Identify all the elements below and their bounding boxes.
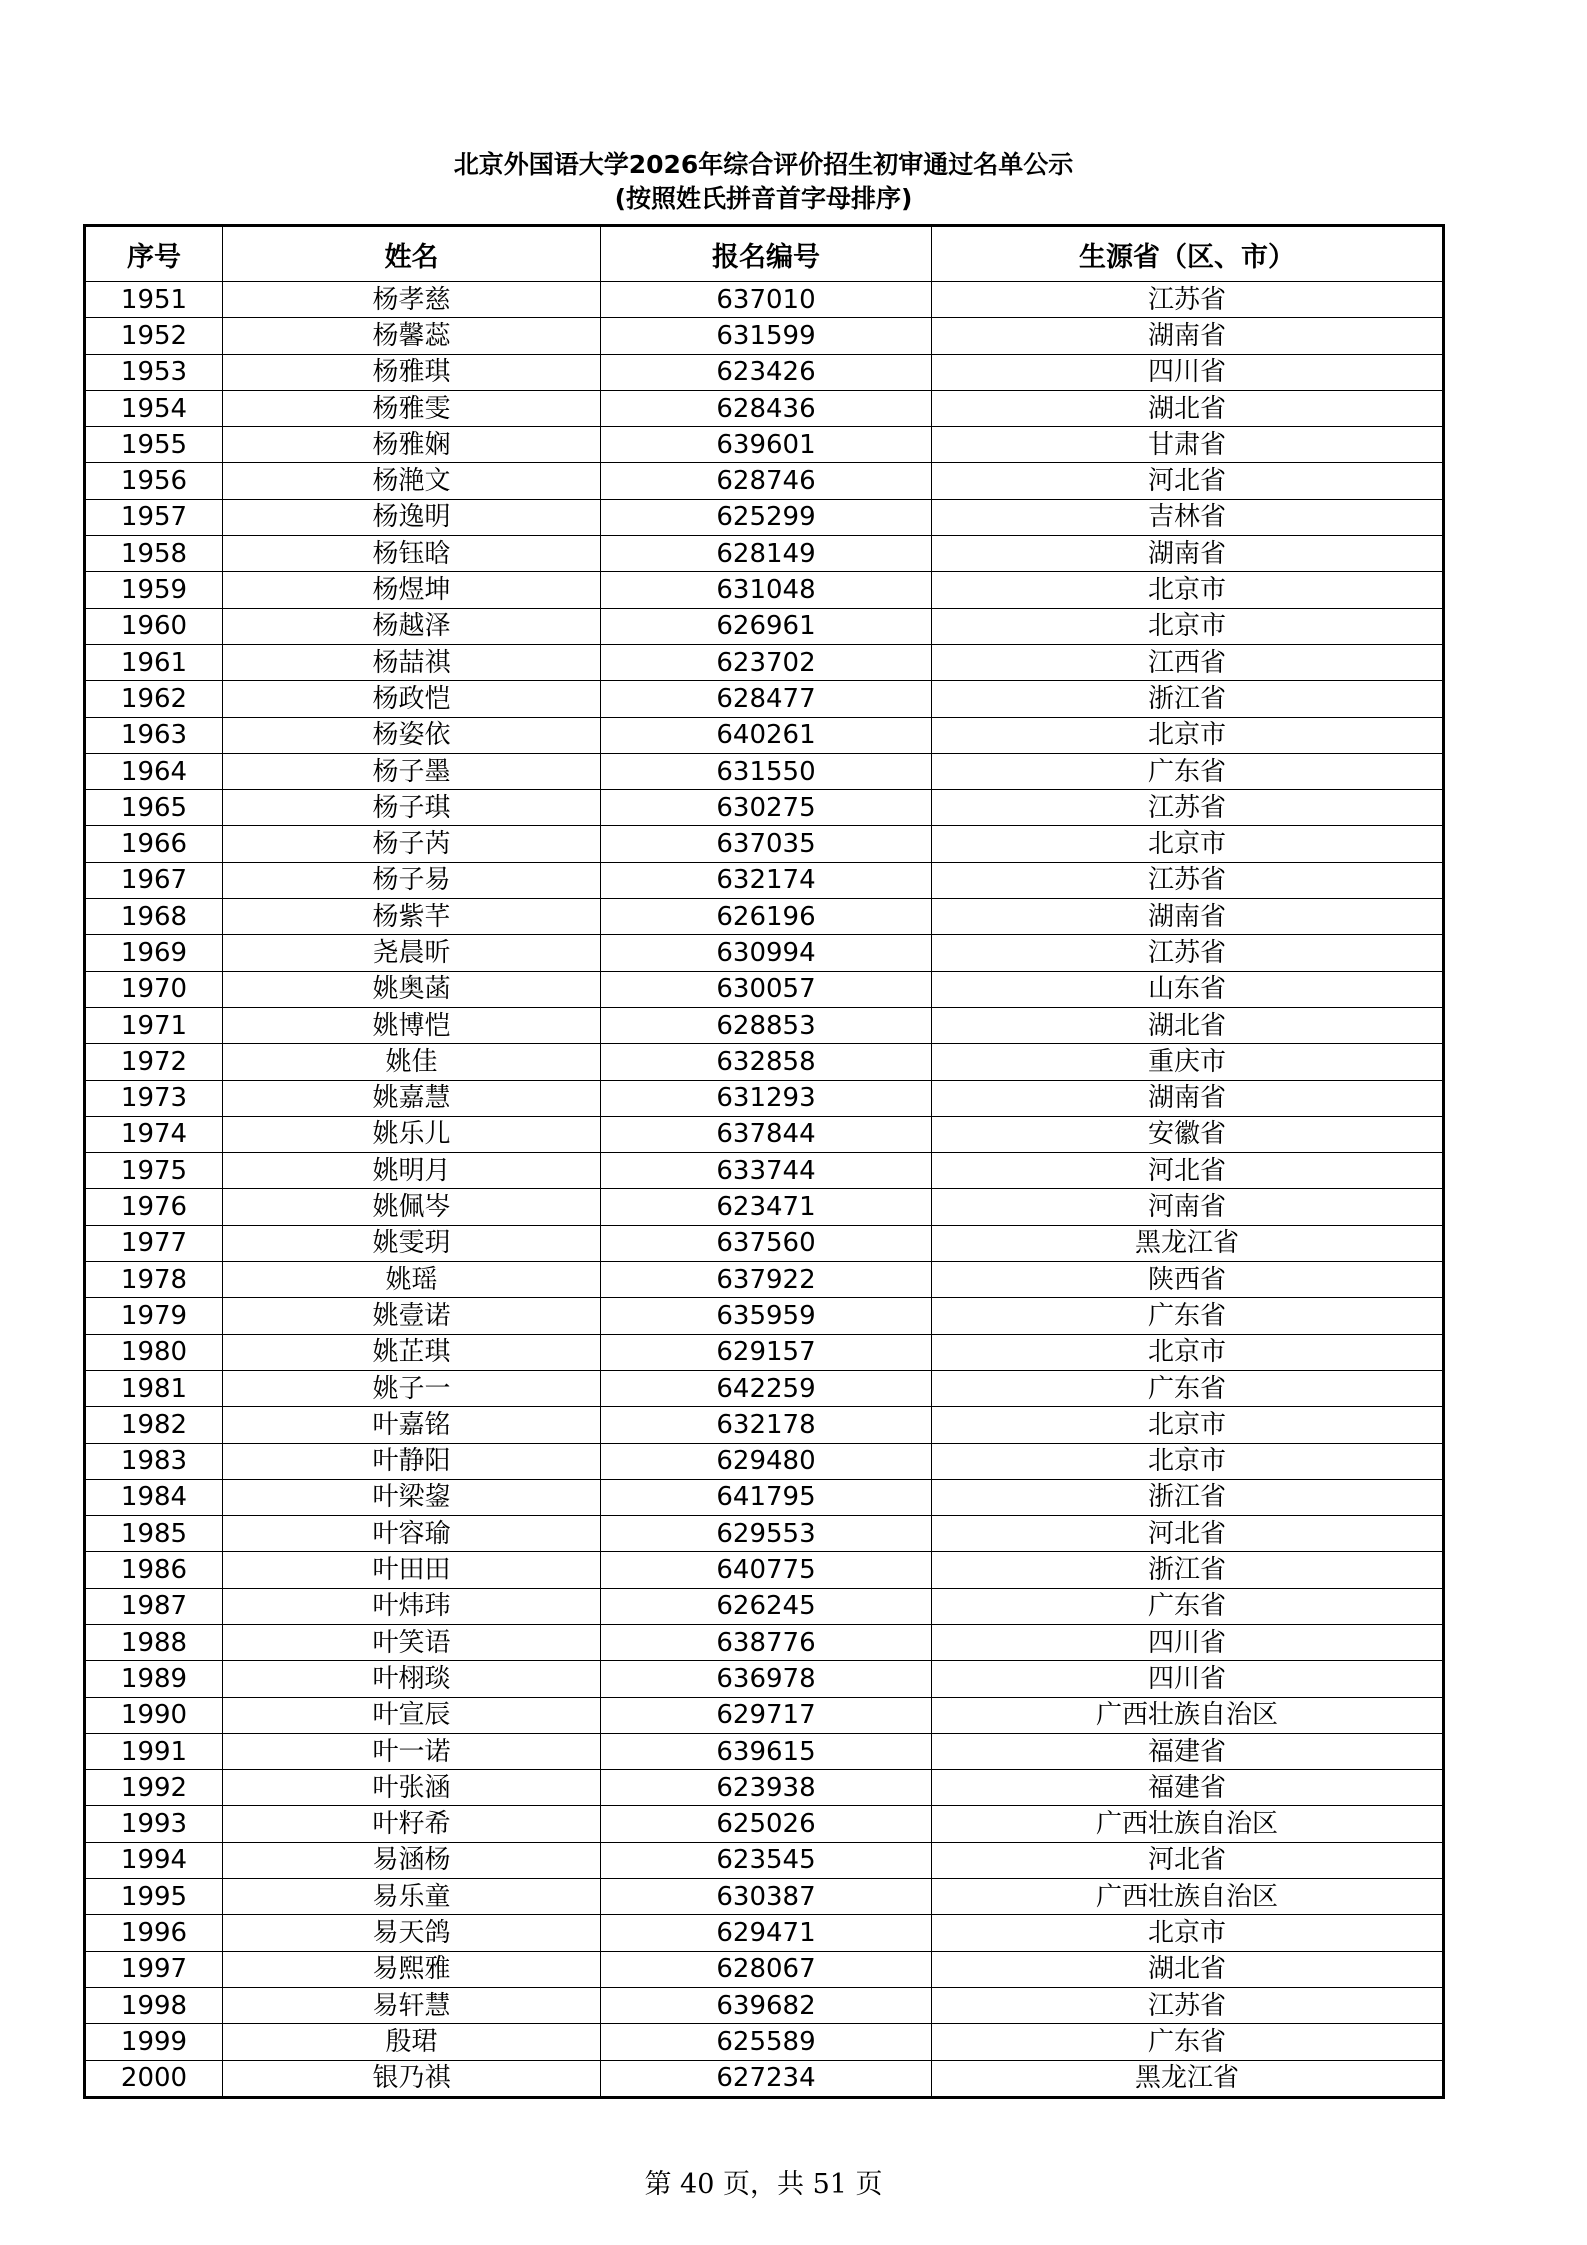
cell-name: 银乃祺 — [223, 2060, 601, 2097]
cell-index: 1954 — [85, 390, 223, 426]
roster-table-body — [85, 282, 1444, 2098]
cell-reg-no: 637922 — [601, 1262, 932, 1298]
cell-index: 1994 — [85, 1842, 223, 1878]
cell-name: 易涵杨 — [223, 1842, 601, 1878]
cell-province: 四川省 — [932, 354, 1444, 390]
table-row — [85, 935, 1444, 971]
table-row — [85, 1516, 1444, 1552]
cell-index: 1979 — [85, 1298, 223, 1334]
cell-name: 叶籽希 — [223, 1806, 601, 1842]
cell-index: 1965 — [85, 790, 223, 826]
cell-province: 甘肃省 — [932, 427, 1444, 463]
cell-province: 广东省 — [932, 1370, 1444, 1406]
table-row — [85, 681, 1444, 717]
table-row — [85, 1552, 1444, 1588]
table-row — [85, 1189, 1444, 1225]
cell-name: 杨紫芊 — [223, 899, 601, 935]
cell-name: 杨煜坤 — [223, 572, 601, 608]
cell-name: 杨姿依 — [223, 717, 601, 753]
table-row — [85, 318, 1444, 354]
cell-province: 北京市 — [932, 717, 1444, 753]
cell-name: 姚壹诺 — [223, 1298, 601, 1334]
cell-index: 1998 — [85, 1987, 223, 2023]
cell-reg-no: 626961 — [601, 608, 932, 644]
cell-province: 重庆市 — [932, 1044, 1444, 1080]
cell-province: 湖南省 — [932, 536, 1444, 572]
cell-province: 江苏省 — [932, 282, 1444, 318]
cell-index: 1958 — [85, 536, 223, 572]
cell-reg-no: 637010 — [601, 282, 932, 318]
cell-index: 1955 — [85, 427, 223, 463]
cell-name: 姚乐儿 — [223, 1116, 601, 1152]
cell-name: 叶笑语 — [223, 1624, 601, 1660]
cell-index: 1989 — [85, 1661, 223, 1697]
cell-name: 杨雅娴 — [223, 427, 601, 463]
cell-province: 江苏省 — [932, 935, 1444, 971]
cell-province: 浙江省 — [932, 681, 1444, 717]
cell-reg-no: 623426 — [601, 354, 932, 390]
table-row — [85, 1770, 1444, 1806]
cell-index: 1966 — [85, 826, 223, 862]
cell-reg-no: 626196 — [601, 899, 932, 935]
table-row — [85, 899, 1444, 935]
table-row — [85, 644, 1444, 680]
cell-index: 1980 — [85, 1334, 223, 1370]
cell-province: 广西壮族自治区 — [932, 1697, 1444, 1733]
cell-index: 1957 — [85, 499, 223, 535]
table-row — [85, 717, 1444, 753]
cell-name: 杨雅雯 — [223, 390, 601, 426]
cell-province: 浙江省 — [932, 1479, 1444, 1515]
cell-reg-no: 636978 — [601, 1661, 932, 1697]
table-row — [85, 354, 1444, 390]
table-row — [85, 282, 1444, 318]
cell-reg-no: 639682 — [601, 1987, 932, 2023]
cell-reg-no: 625026 — [601, 1806, 932, 1842]
cell-name: 易轩慧 — [223, 1987, 601, 2023]
cell-reg-no: 631550 — [601, 753, 932, 789]
cell-reg-no: 640261 — [601, 717, 932, 753]
cell-reg-no: 623702 — [601, 644, 932, 680]
cell-province: 山东省 — [932, 971, 1444, 1007]
cell-province: 河北省 — [932, 1842, 1444, 1878]
table-row — [85, 2024, 1444, 2060]
cell-province: 福建省 — [932, 1733, 1444, 1769]
cell-index: 1962 — [85, 681, 223, 717]
cell-province: 湖北省 — [932, 1007, 1444, 1043]
cell-name: 杨子墨 — [223, 753, 601, 789]
cell-name: 杨子易 — [223, 862, 601, 898]
cell-name: 杨钰晗 — [223, 536, 601, 572]
cell-name: 叶田田 — [223, 1552, 601, 1588]
cell-province: 江苏省 — [932, 1987, 1444, 2023]
cell-name: 叶宣辰 — [223, 1697, 601, 1733]
cell-province: 黑龙江省 — [932, 1225, 1444, 1261]
cell-reg-no: 630994 — [601, 935, 932, 971]
table-row — [85, 463, 1444, 499]
table-row — [85, 1370, 1444, 1406]
cell-index: 1995 — [85, 1879, 223, 1915]
table-row — [85, 1624, 1444, 1660]
cell-index: 1971 — [85, 1007, 223, 1043]
cell-name: 叶炜玮 — [223, 1588, 601, 1624]
cell-name: 杨喆祺 — [223, 644, 601, 680]
cell-index: 2000 — [85, 2060, 223, 2097]
cell-reg-no: 630387 — [601, 1879, 932, 1915]
cell-index: 1990 — [85, 1697, 223, 1733]
cell-name: 姚佩岑 — [223, 1189, 601, 1225]
cell-name: 杨子琪 — [223, 790, 601, 826]
table-row — [85, 1697, 1444, 1733]
cell-name: 姚子一 — [223, 1370, 601, 1406]
cell-index: 1999 — [85, 2024, 223, 2060]
cell-reg-no: 625589 — [601, 2024, 932, 2060]
cell-index: 1959 — [85, 572, 223, 608]
cell-reg-no: 628067 — [601, 1951, 932, 1987]
cell-index: 1960 — [85, 608, 223, 644]
cell-name: 叶梁鋆 — [223, 1479, 601, 1515]
cell-index: 1968 — [85, 899, 223, 935]
cell-name: 杨政恺 — [223, 681, 601, 717]
table-row — [85, 971, 1444, 1007]
table-row — [85, 1879, 1444, 1915]
cell-name: 杨越泽 — [223, 608, 601, 644]
cell-reg-no: 623545 — [601, 1842, 932, 1878]
table-row — [85, 1443, 1444, 1479]
cell-reg-no: 628149 — [601, 536, 932, 572]
table-row — [85, 1153, 1444, 1189]
cell-reg-no: 629717 — [601, 1697, 932, 1733]
cell-index: 1977 — [85, 1225, 223, 1261]
cell-index: 1984 — [85, 1479, 223, 1515]
cell-index: 1986 — [85, 1552, 223, 1588]
table-row — [85, 1987, 1444, 2023]
cell-name: 杨孝慈 — [223, 282, 601, 318]
table-row — [85, 1661, 1444, 1697]
column-header-reg-no: 报名编号 — [601, 226, 932, 282]
cell-reg-no: 629480 — [601, 1443, 932, 1479]
cell-reg-no: 623471 — [601, 1189, 932, 1225]
cell-name: 易乐童 — [223, 1879, 601, 1915]
table-row — [85, 536, 1444, 572]
cell-reg-no: 637560 — [601, 1225, 932, 1261]
cell-reg-no: 630275 — [601, 790, 932, 826]
cell-reg-no: 641795 — [601, 1479, 932, 1515]
cell-name: 姚奥菡 — [223, 971, 601, 1007]
cell-reg-no: 628436 — [601, 390, 932, 426]
cell-name: 杨滟文 — [223, 463, 601, 499]
cell-reg-no: 637035 — [601, 826, 932, 862]
cell-province: 河南省 — [932, 1189, 1444, 1225]
table-row — [85, 390, 1444, 426]
cell-reg-no: 628477 — [601, 681, 932, 717]
cell-name: 叶栩琰 — [223, 1661, 601, 1697]
cell-name: 杨馨蕊 — [223, 318, 601, 354]
table-row — [85, 1733, 1444, 1769]
table-row — [85, 1298, 1444, 1334]
column-header-province: 生源省（区、市） — [932, 226, 1444, 282]
cell-province: 北京市 — [932, 1407, 1444, 1443]
cell-province: 广东省 — [932, 1298, 1444, 1334]
cell-index: 1992 — [85, 1770, 223, 1806]
table-row — [85, 499, 1444, 535]
cell-province: 陕西省 — [932, 1262, 1444, 1298]
cell-name: 尧晨昕 — [223, 935, 601, 971]
cell-index: 1951 — [85, 282, 223, 318]
cell-index: 1988 — [85, 1624, 223, 1660]
table-row — [85, 1262, 1444, 1298]
cell-index: 1976 — [85, 1189, 223, 1225]
cell-name: 姚博恺 — [223, 1007, 601, 1043]
cell-index: 1978 — [85, 1262, 223, 1298]
document-title: 北京外国语大学2026年综合评价招生初审通过名单公示 — [453, 150, 1074, 179]
cell-province: 广西壮族自治区 — [932, 1879, 1444, 1915]
cell-name: 姚嘉慧 — [223, 1080, 601, 1116]
cell-province: 福建省 — [932, 1770, 1444, 1806]
cell-name: 叶张涵 — [223, 1770, 601, 1806]
cell-index: 1974 — [85, 1116, 223, 1152]
cell-index: 1963 — [85, 717, 223, 753]
cell-province: 湖北省 — [932, 390, 1444, 426]
cell-reg-no: 632174 — [601, 862, 932, 898]
cell-reg-no: 631599 — [601, 318, 932, 354]
table-row — [85, 2060, 1444, 2097]
cell-reg-no: 631293 — [601, 1080, 932, 1116]
cell-province: 河北省 — [932, 463, 1444, 499]
cell-index: 1985 — [85, 1516, 223, 1552]
cell-index: 1997 — [85, 1951, 223, 1987]
cell-reg-no: 626245 — [601, 1588, 932, 1624]
cell-name: 杨子芮 — [223, 826, 601, 862]
cell-reg-no: 631048 — [601, 572, 932, 608]
column-header-name: 姓名 — [223, 226, 601, 282]
cell-province: 河北省 — [932, 1153, 1444, 1189]
cell-reg-no: 640775 — [601, 1552, 932, 1588]
cell-province: 湖南省 — [932, 1080, 1444, 1116]
cell-reg-no: 627234 — [601, 2060, 932, 2097]
table-row — [85, 1225, 1444, 1261]
cell-name: 叶容瑜 — [223, 1516, 601, 1552]
table-row — [85, 826, 1444, 862]
cell-province: 湖南省 — [932, 318, 1444, 354]
cell-name: 易天鸽 — [223, 1915, 601, 1951]
cell-reg-no: 633744 — [601, 1153, 932, 1189]
cell-reg-no: 632178 — [601, 1407, 932, 1443]
cell-province: 北京市 — [932, 1334, 1444, 1370]
cell-name: 姚瑶 — [223, 1262, 601, 1298]
table-row — [85, 1479, 1444, 1515]
cell-reg-no: 629157 — [601, 1334, 932, 1370]
cell-index: 1982 — [85, 1407, 223, 1443]
cell-province: 北京市 — [932, 572, 1444, 608]
table-row — [85, 1588, 1444, 1624]
cell-reg-no: 629471 — [601, 1915, 932, 1951]
cell-name: 姚芷琪 — [223, 1334, 601, 1370]
header-row — [85, 226, 1444, 282]
cell-province: 广东省 — [932, 753, 1444, 789]
cell-province: 吉林省 — [932, 499, 1444, 535]
cell-province: 广西壮族自治区 — [932, 1806, 1444, 1842]
cell-reg-no: 638776 — [601, 1624, 932, 1660]
cell-index: 1991 — [85, 1733, 223, 1769]
cell-name: 叶一诺 — [223, 1733, 601, 1769]
table-row — [85, 1116, 1444, 1152]
table-row — [85, 753, 1444, 789]
table-row — [85, 1951, 1444, 1987]
cell-index: 1972 — [85, 1044, 223, 1080]
cell-index: 1987 — [85, 1588, 223, 1624]
cell-index: 1964 — [85, 753, 223, 789]
cell-reg-no: 628853 — [601, 1007, 932, 1043]
table-row — [85, 1842, 1444, 1878]
cell-province: 湖南省 — [932, 899, 1444, 935]
table-row — [85, 608, 1444, 644]
cell-reg-no: 625299 — [601, 499, 932, 535]
cell-index: 1996 — [85, 1915, 223, 1951]
cell-index: 1973 — [85, 1080, 223, 1116]
cell-province: 安徽省 — [932, 1116, 1444, 1152]
cell-province: 河北省 — [932, 1516, 1444, 1552]
cell-province: 浙江省 — [932, 1552, 1444, 1588]
cell-reg-no: 629553 — [601, 1516, 932, 1552]
table-row — [85, 572, 1444, 608]
cell-reg-no: 635959 — [601, 1298, 932, 1334]
cell-reg-no: 642259 — [601, 1370, 932, 1406]
cell-province: 广东省 — [932, 2024, 1444, 2060]
cell-name: 叶静阳 — [223, 1443, 601, 1479]
cell-province: 湖北省 — [932, 1951, 1444, 1987]
cell-name: 易熙雅 — [223, 1951, 601, 1987]
cell-province: 北京市 — [932, 1443, 1444, 1479]
cell-name: 姚佳 — [223, 1044, 601, 1080]
cell-name: 杨雅琪 — [223, 354, 601, 390]
cell-index: 1961 — [85, 644, 223, 680]
cell-reg-no: 639601 — [601, 427, 932, 463]
cell-index: 1969 — [85, 935, 223, 971]
cell-province: 广东省 — [932, 1588, 1444, 1624]
table-row — [85, 1407, 1444, 1443]
table-row — [85, 790, 1444, 826]
cell-name: 殷珺 — [223, 2024, 601, 2060]
cell-index: 1967 — [85, 862, 223, 898]
table-row — [85, 427, 1444, 463]
cell-province: 四川省 — [932, 1624, 1444, 1660]
cell-province: 江苏省 — [932, 790, 1444, 826]
table-row — [85, 1334, 1444, 1370]
cell-reg-no: 623938 — [601, 1770, 932, 1806]
column-header-index: 序号 — [85, 226, 223, 282]
cell-index: 1970 — [85, 971, 223, 1007]
cell-province: 北京市 — [932, 826, 1444, 862]
cell-province: 北京市 — [932, 608, 1444, 644]
table-row — [85, 1080, 1444, 1116]
table-row — [85, 1007, 1444, 1043]
cell-index: 1993 — [85, 1806, 223, 1842]
roster-table — [83, 224, 1445, 2099]
cell-reg-no: 630057 — [601, 971, 932, 1007]
document-header — [0, 148, 1527, 216]
cell-name: 姚明月 — [223, 1153, 601, 1189]
cell-index: 1956 — [85, 463, 223, 499]
roster-table-header — [85, 226, 1444, 282]
page-number: 第 40 页，共 51 页 — [644, 2169, 883, 2200]
cell-reg-no: 639615 — [601, 1733, 932, 1769]
cell-reg-no: 637844 — [601, 1116, 932, 1152]
cell-reg-no: 628746 — [601, 463, 932, 499]
cell-name: 姚雯玥 — [223, 1225, 601, 1261]
cell-province: 江苏省 — [932, 862, 1444, 898]
cell-index: 1953 — [85, 354, 223, 390]
cell-name: 叶嘉铭 — [223, 1407, 601, 1443]
document-subtitle: (按照姓氏拼音首字母排序) — [614, 184, 913, 213]
cell-index: 1952 — [85, 318, 223, 354]
cell-reg-no: 632858 — [601, 1044, 932, 1080]
table-row — [85, 1915, 1444, 1951]
cell-index: 1981 — [85, 1370, 223, 1406]
cell-province: 黑龙江省 — [932, 2060, 1444, 2097]
table-row — [85, 862, 1444, 898]
table-row — [85, 1044, 1444, 1080]
cell-name: 杨逸明 — [223, 499, 601, 535]
cell-province: 北京市 — [932, 1915, 1444, 1951]
table-row — [85, 1806, 1444, 1842]
cell-index: 1983 — [85, 1443, 223, 1479]
cell-province: 四川省 — [932, 1661, 1444, 1697]
cell-province: 江西省 — [932, 644, 1444, 680]
cell-index: 1975 — [85, 1153, 223, 1189]
